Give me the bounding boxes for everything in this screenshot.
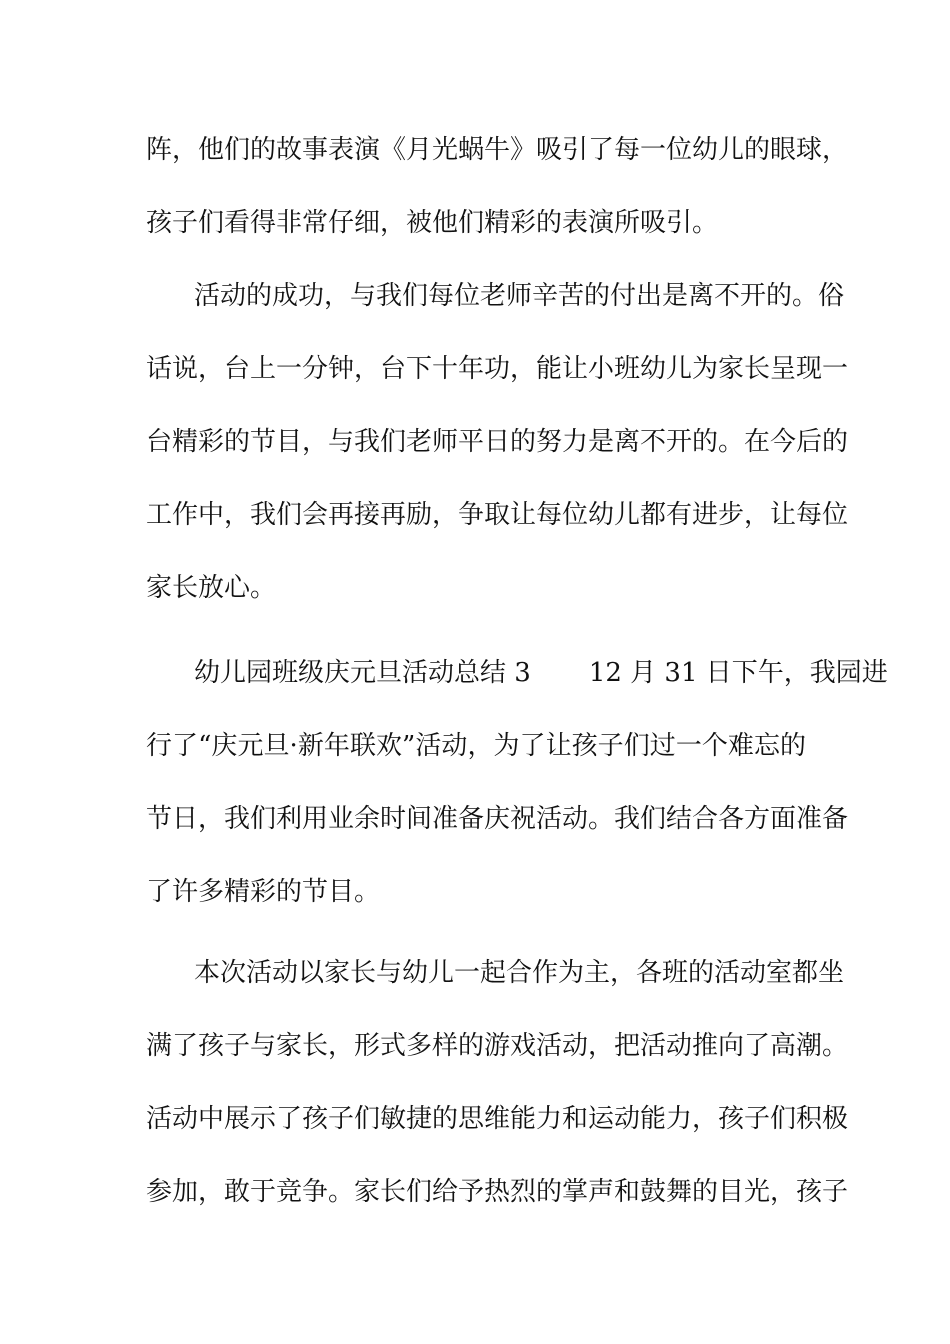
section-heading: 幼儿园班级庆元旦活动总结 3: [194, 658, 531, 688]
paragraph-line: 台精彩的节目，与我们老师平日的努力是离不开的。在今后的: [146, 427, 849, 457]
paragraph-line: 了许多精彩的节目。: [146, 877, 381, 907]
paragraph-line: 阵，他们的故事表演《月光蜗牛》吸引了每一位幼儿的眼球，: [146, 135, 849, 165]
paragraph-line: 活动中展示了孩子们敏捷的思维能力和运动能力，孩子们积极: [146, 1104, 849, 1134]
paragraph-line: 孩子们看得非常仔细，被他们精彩的表演所吸引。: [146, 208, 719, 238]
paragraph-line: 工作中，我们会再接再励，争取让每位幼儿都有进步，让每位: [146, 500, 849, 530]
section-start-text: 12 月 31 日下午，我园进: [588, 658, 888, 688]
paragraph-line: 参加，敢于竞争。家长们给予热烈的掌声和鼓舞的目光，孩子: [146, 1177, 849, 1207]
paragraph-line: 话说，台上一分钟，台下十年功，能让小班幼儿为家长呈现一: [146, 354, 849, 384]
paragraph-line: 活动的成功，与我们每位老师辛苦的付出是离不开的。俗: [194, 281, 845, 311]
paragraph-line: 满了孩子与家长，形式多样的游戏活动，把活动推向了高潮。: [146, 1031, 849, 1061]
paragraph-line: 节日，我们利用业余时间准备庆祝活动。我们结合各方面准备: [146, 804, 849, 834]
paragraph-line: 行了“庆元旦·新年联欢”活动，为了让孩子们过一个难忘的: [146, 731, 806, 761]
paragraph-line: 本次活动以家长与幼儿一起合作为主，各班的活动室都坐: [194, 958, 845, 988]
section-heading-line: [194, 653, 888, 693]
paragraph-line: 家长放心。: [146, 573, 277, 603]
